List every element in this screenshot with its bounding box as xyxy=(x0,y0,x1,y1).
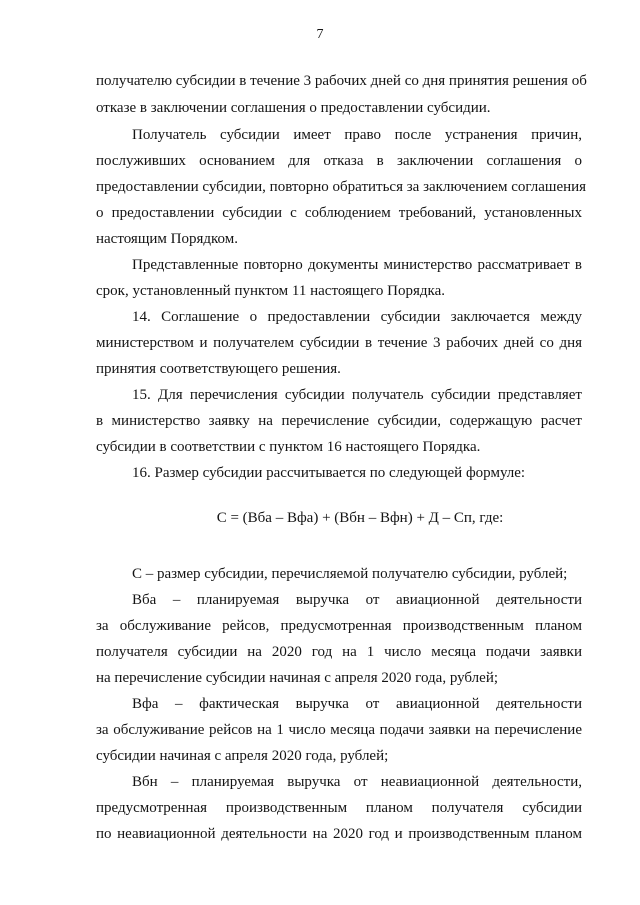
definition-line: С – размер субсидии, перечисляемой получателю субсидии, рублей; xyxy=(132,566,568,582)
definition-line: Вба – планируемая выручка от авиационной деятельности xyxy=(132,592,582,608)
text-line: принятия соответствующего решения. xyxy=(96,361,341,377)
definition-line: Вбн – планируемая выручка от неавиационной деятельности, xyxy=(132,774,582,790)
text-line: за обслуживание рейсов на 1 число месяца подачи заявки на перечисление xyxy=(96,722,582,738)
text-line: отказе в заключении соглашения о предоставлении субсидии. xyxy=(96,100,491,116)
text-line: министерством и получателем субсидии в течение 3 рабочих дней со дня xyxy=(96,335,582,351)
text-line: послуживших основанием для отказа в заключении соглашения о xyxy=(96,153,582,169)
text-line: на перечисление субсидии начиная с апреля 2020 года, рублей; xyxy=(96,670,499,686)
text-line: предоставлении субсидии, повторно обратиться за заключением соглашения xyxy=(96,179,587,195)
text-line: о предоставлении субсидии с соблюдением требований, установленных xyxy=(96,205,582,221)
text-line: субсидии в соответствии с пунктом 16 настоящего Порядка. xyxy=(96,439,481,455)
text-line: получателю субсидии в течение 3 рабочих дней со дня принятия решения об xyxy=(96,73,587,89)
text-line: Получатель субсидии имеет право после устранения причин, xyxy=(132,127,582,143)
page-number: 7 xyxy=(316,27,324,42)
subsidy-formula: С = (Вба – Вфа) + (Вбн – Вфн) + Д – Сп, где: xyxy=(216,510,504,526)
text-line: получателя субсидии на 2020 год на 1 число месяца подачи заявки xyxy=(96,644,582,660)
text-line: по неавиационной деятельности на 2020 год и производственным планом xyxy=(96,826,582,842)
text-line: 14. Соглашение о предоставлении субсидии заключается между xyxy=(132,309,582,325)
text-line: настоящим Порядком. xyxy=(96,231,238,247)
text-line: 15. Для перечисления субсидии получатель субсидии представляет xyxy=(132,387,582,403)
text-line: срок, установленный пунктом 11 настоящего Порядка. xyxy=(96,283,445,299)
text-line: 16. Размер субсидии рассчитывается по следующей формуле: xyxy=(132,465,526,481)
text-line: предусмотренная производственным планом получателя субсидии xyxy=(96,800,582,816)
definition-line: Вфа – фактическая выручка от авиационной деятельности xyxy=(132,696,582,712)
text-line: в министерство заявку на перечисление субсидии, содержащую расчет xyxy=(96,413,582,429)
text-line: субсидии начиная с апреля 2020 года, рублей; xyxy=(96,748,389,764)
text-line: Представленные повторно документы министерство рассматривает в xyxy=(132,257,582,273)
text-line: за обслуживание рейсов, предусмотренная производственным планом xyxy=(96,618,582,634)
